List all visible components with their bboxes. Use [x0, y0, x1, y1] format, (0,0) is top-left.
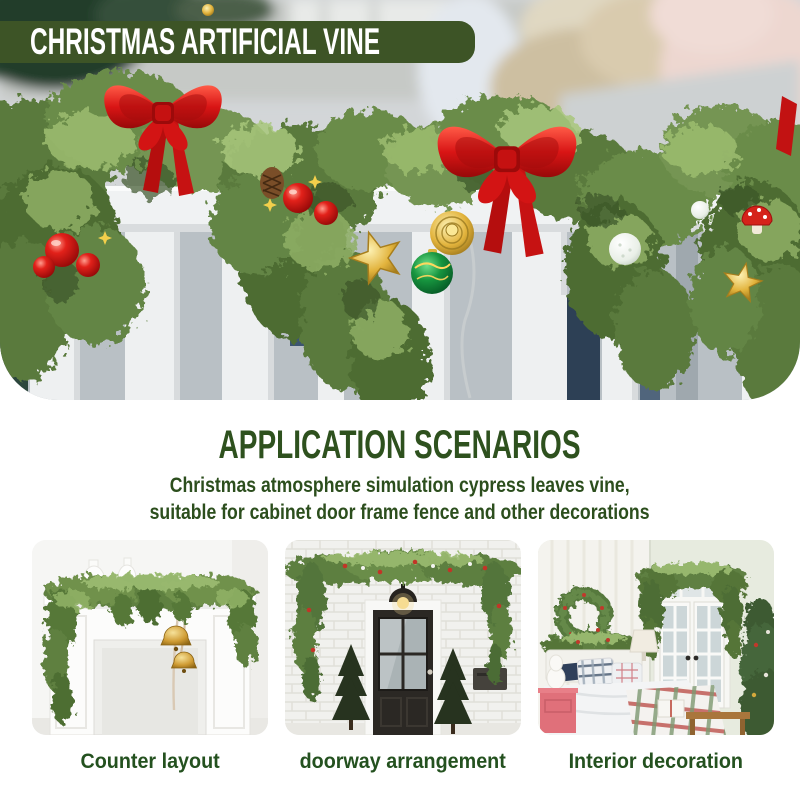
subtitle-line-2: suitable for cabinet door frame fence and other decorations: [150, 500, 650, 524]
caption-interior-decoration: Interior decoration: [568, 749, 744, 773]
white-ball-ornament: [691, 201, 709, 219]
scenario-thumbnails: [0, 540, 800, 774]
door-handle: [427, 669, 432, 674]
interior-decoration-photo: [538, 540, 774, 735]
title-banner: [0, 21, 475, 63]
section-heading: APPLICATION SCENARIOS: [219, 423, 581, 467]
scenario-doorway: [285, 540, 521, 774]
subtitle-line-1: Christmas atmosphere simulation cypress leaves vine,: [170, 474, 630, 497]
counter-layout-photo: [32, 540, 268, 735]
section-heading-row: [0, 424, 800, 466]
pinecone-ornament: [260, 167, 284, 199]
caption-counter-layout: Counter layout: [80, 749, 220, 773]
bedroom-garland-illustration: [538, 540, 774, 735]
doorway-arrangement-photo: [285, 540, 521, 735]
section-subtitle: [0, 473, 800, 527]
page-title: CHRISTMAS ARTIFICIAL VINE: [30, 21, 381, 62]
gold-bell-ornament: [430, 211, 474, 255]
front-door: [365, 600, 441, 735]
caption-doorway-arrangement: doorway arrangement: [299, 749, 507, 773]
gold-ball-ornament: [202, 4, 214, 16]
doorway-garland-illustration: [285, 540, 521, 735]
mantel-garland-illustration: [32, 540, 268, 735]
white-snowball-ornament: [609, 233, 641, 265]
scenario-counter: [32, 540, 268, 774]
scenario-interior: [538, 540, 774, 774]
